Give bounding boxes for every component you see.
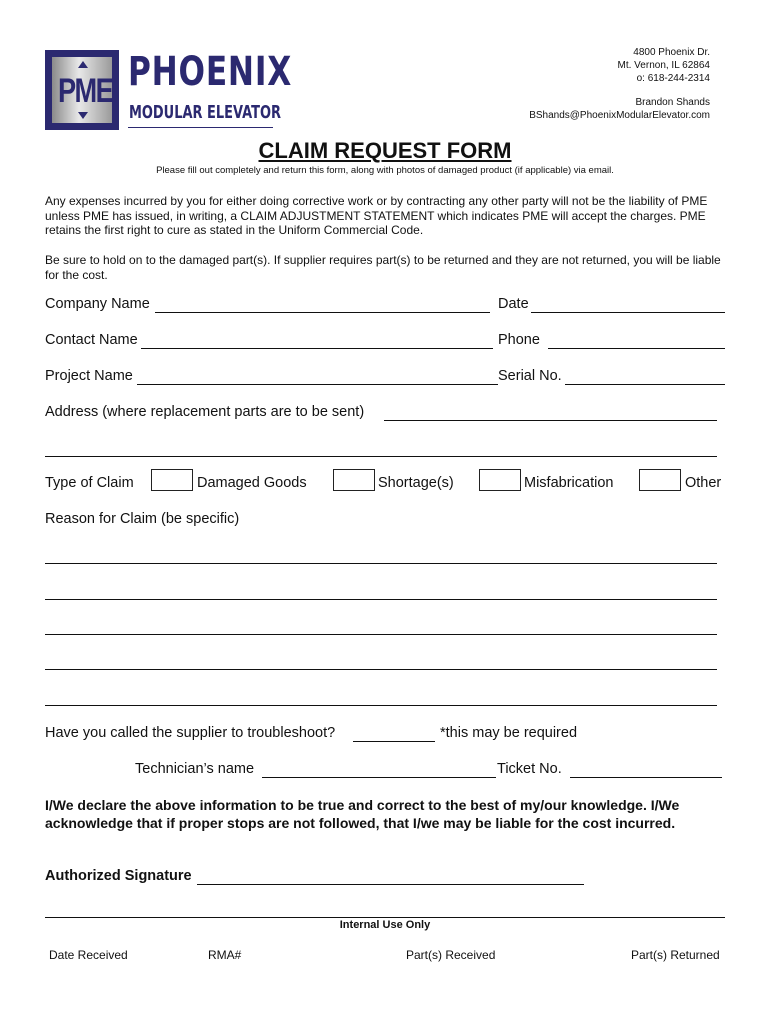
logo-badge (52, 57, 112, 123)
signature-field[interactable] (197, 884, 584, 885)
serial-no-field[interactable] (565, 384, 725, 385)
address-field[interactable] (384, 420, 717, 421)
supplier-answer-field[interactable] (353, 741, 435, 742)
signature-row (45, 868, 725, 888)
form-title: CLAIM REQUEST FORM (258, 138, 512, 163)
pme-logo (45, 50, 119, 130)
technician-row (45, 761, 725, 781)
brand-name: PHOENIX (128, 49, 293, 95)
logo-text: PME (58, 72, 113, 110)
misfabrication-checkbox[interactable] (479, 469, 521, 491)
parts-received-label: Part(s) Received (406, 948, 496, 962)
company-date-row (45, 296, 725, 316)
reason-row (45, 511, 725, 531)
project-name-field[interactable] (137, 384, 498, 385)
company-name-field[interactable] (155, 312, 490, 313)
ticket-field[interactable] (570, 777, 722, 778)
serial-no-label: Serial No. (498, 368, 562, 384)
reason-line-2[interactable] (45, 599, 717, 600)
misfabrication-label: Misfabrication (524, 475, 614, 491)
contact-block (529, 46, 710, 122)
ticket-label: Ticket No. (497, 761, 562, 777)
form-subtitle: Please fill out completely and return this form, along with photos of damaged product (if applicable) via email. (156, 165, 614, 176)
internal-divider (45, 917, 725, 918)
parts-returned-label: Part(s) Returned (631, 948, 720, 962)
address-line-1: 4800 Phoenix Dr. (633, 47, 710, 58)
office-phone: o: 618-244-2314 (636, 73, 710, 84)
technician-field[interactable] (262, 777, 496, 778)
rma-label: RMA# (208, 948, 242, 962)
declaration-text: I/We declare the above information to be true and correct to the best of my/our knowledge. I/We acknowledge that if proper stops are not followed, that I/we may be liable for the cost incurred. (45, 797, 680, 831)
contact-name-label: Contact Name (45, 332, 138, 348)
address-label: Address (where replacement parts are to be sent) (45, 404, 365, 420)
down-arrow-icon (78, 112, 88, 119)
supplier-question: Have you called the supplier to troubleshoot? (45, 725, 336, 741)
other-checkbox[interactable] (639, 469, 681, 491)
supplier-note: *this may be required (440, 725, 578, 741)
reason-line-5[interactable] (45, 705, 717, 706)
supplier-row (45, 725, 725, 745)
shortage-checkbox[interactable] (333, 469, 375, 491)
liability-paragraph: Any expenses incurred by you for either doing corrective work or by contracting any other party will not be the liability of PME unless PME has issued, in writing, a CLAIM ADJUSTMENT STATEMENT which indicates PME will accept the charges. PME retains the first right to cure as stated in the Uniform Commercial Code. (45, 194, 708, 237)
other-label: Other (685, 475, 722, 491)
date-label: Date (498, 296, 529, 312)
phone-label: Phone (498, 332, 540, 348)
contact-phone-row (45, 332, 725, 352)
technician-label: Technician’s name (135, 761, 255, 777)
contact-name: Brandon Shands (635, 97, 710, 108)
damaged-goods-label: Damaged Goods (197, 475, 307, 491)
damaged-goods-checkbox[interactable] (151, 469, 193, 491)
date-field[interactable] (531, 312, 725, 313)
project-serial-row (45, 368, 725, 388)
reason-label: Reason for Claim (be specific) (45, 511, 240, 527)
address-field-line-2[interactable] (45, 456, 717, 457)
address-line-2: Mt. Vernon, IL 62864 (617, 60, 710, 71)
internal-use-label: Internal Use Only (339, 919, 431, 931)
signature-label: Authorized Signature (45, 868, 192, 884)
type-of-claim-label: Type of Claim (45, 475, 134, 491)
reason-line-3[interactable] (45, 634, 717, 635)
phone-field[interactable] (548, 348, 725, 349)
contact-email: BShands@PhoenixModularElevator.com (529, 110, 710, 121)
parts-paragraph: Be sure to hold on to the damaged part(s). If supplier requires part(s) to be returned and they are not returned, you will be liable for the cost. (45, 253, 721, 282)
reason-line-1[interactable] (45, 563, 717, 564)
reason-line-4[interactable] (45, 669, 717, 670)
up-arrow-icon (78, 61, 88, 68)
date-received-label: Date Received (49, 948, 128, 962)
project-name-label: Project Name (45, 368, 133, 384)
brand-tagline: MODULAR ELEVATOR (129, 102, 281, 123)
company-name-label: Company Name (45, 296, 150, 312)
contact-name-field[interactable] (141, 348, 493, 349)
address-row (45, 404, 725, 424)
shortage-label: Shortage(s) (378, 475, 454, 491)
claim-type-row (45, 475, 725, 495)
brand-underline (128, 127, 273, 128)
